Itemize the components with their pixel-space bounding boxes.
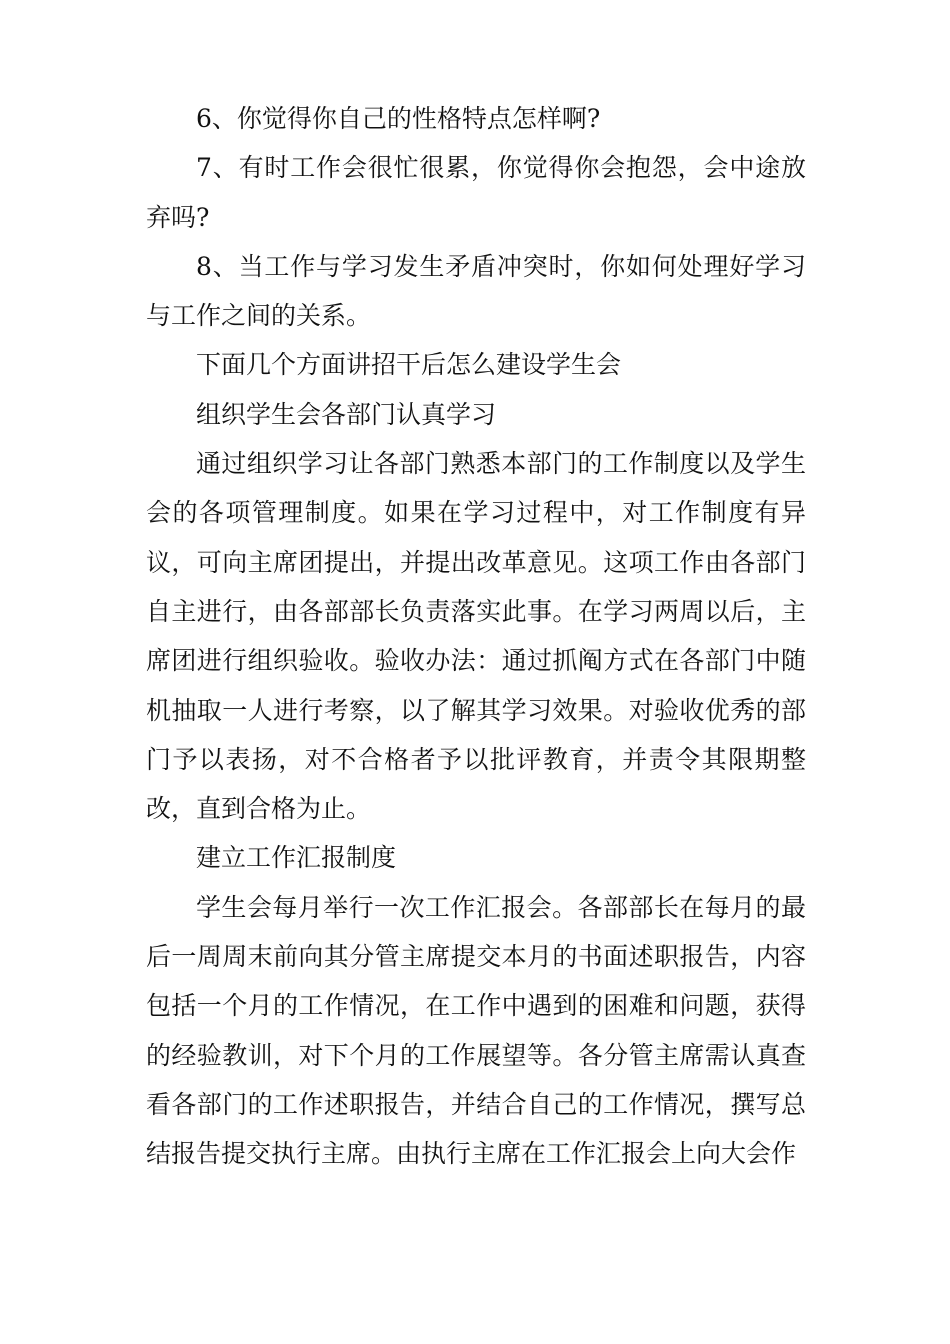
section-heading-report: 建立工作汇报制度	[196, 843, 397, 873]
question-8: 8、当工作与学习发生矛盾冲突时，你如何处理好学习与工作之间的关系。	[146, 251, 806, 331]
question-7: 7、有时工作会很忙很累，你觉得你会抱怨，会中途放弃吗?	[146, 153, 806, 232]
question-6: 6、你觉得你自己的性格特点怎样啊?	[196, 104, 601, 133]
section-intro: 下面几个方面讲招干后怎么建设学生会	[196, 350, 622, 380]
document-body	[146, 94, 806, 1179]
section-heading-study: 组织学生会各部门认真学习	[196, 399, 497, 429]
paragraph-report: 学生会每月举行一次工作汇报会。各部部长在每月的最后一周周末前向其分管主席提交本月的书面述职报告，内容包括一个月的工作情况，在工作中遇到的困难和问题，获得的经验教训，对下个月的工作展望等。各分管主席需认真查看各部门的工作述职报告，并结合自己的工作情况，撰写总结报告提交执行主席。由执行主席在工作汇报会上向大会作	[146, 892, 806, 1169]
paragraph-study: 通过组织学习让各部门熟悉本部门的工作制度以及学生会的各项管理制度。如果在学习过程中，对工作制度有异议，可向主席团提出，并提出改革意见。这项工作由各部门自主进行，由各部部长负责落实此事。在学习两周以后，主席团进行组织验收。验收办法：通过抓阄方式在各部门中随机抽取一人进行考察，以了解其学习效果。对验收优秀的部门予以表扬，对不合格者予以批评教育，并责令其限期整改，直到合格为止。	[146, 449, 806, 824]
